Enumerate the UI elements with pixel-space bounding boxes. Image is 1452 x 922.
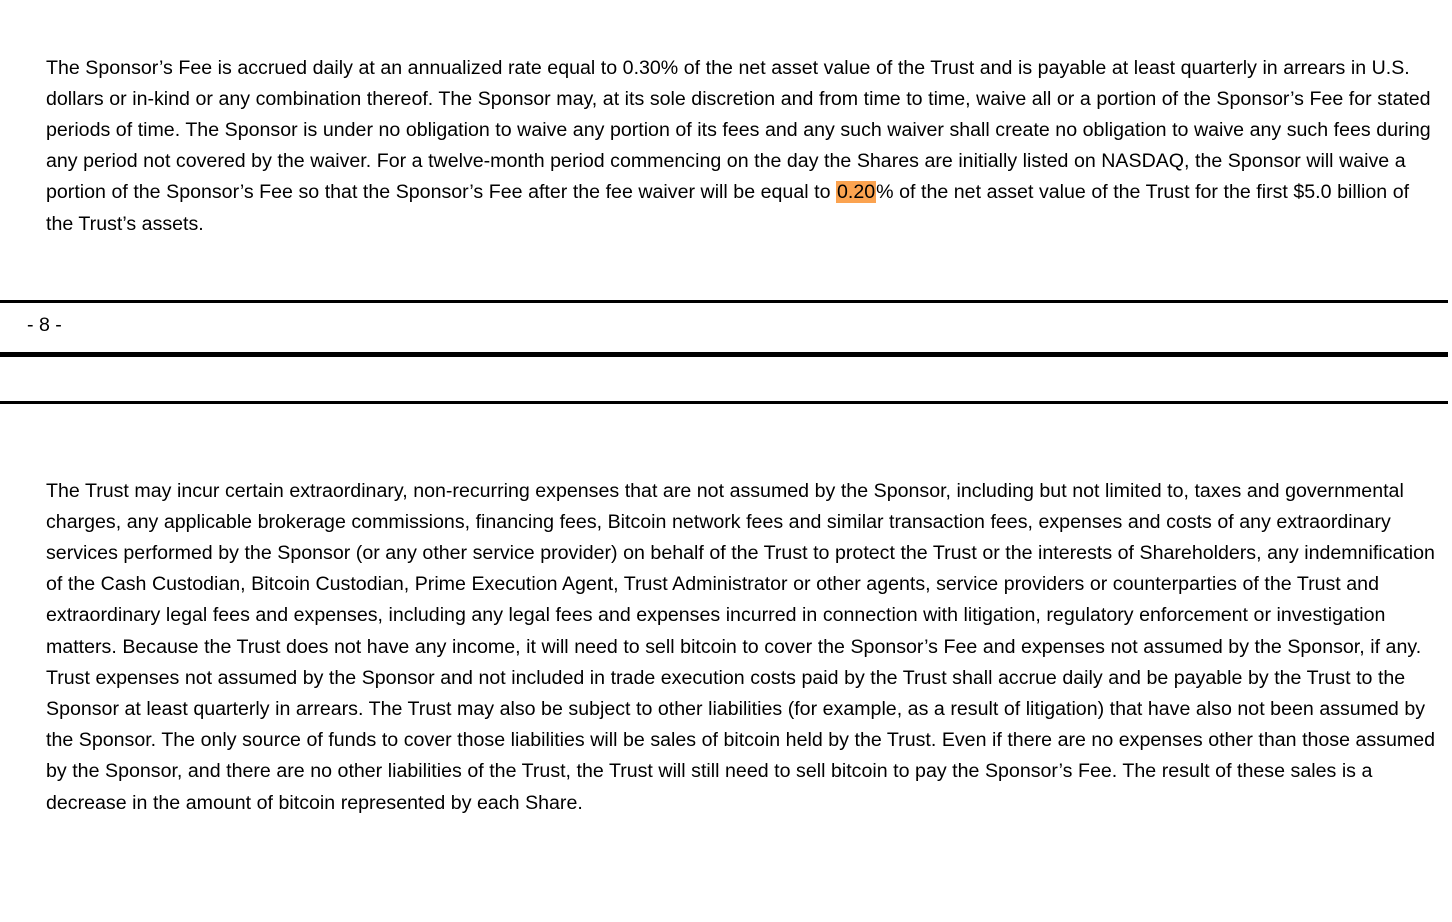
page-footer-top-rule [0, 300, 1448, 303]
page-number: - 8 - [27, 314, 62, 336]
sponsor-fee-text-before-highlight: The Sponsor’s Fee is accrued daily at an annualized rate equal to 0.30% of the net asset value of the Trust and is payable at least quarterly in arrears in U.S. dollars or in-kind or any combination thereof. The Sponsor may, at its sole discretion and from time to time, waive all or a portion of the Sponsor’s Fee for stated periods of time. The Sponsor is under no obligation to waive any portion of its fees and any such waiver shall create no obligation to waive any such fees during any period not covered by the waiver. For a twelve-month period commencing on the day the Shares are initially listed on NASDAQ, the Sponsor will waive a portion of the Sponsor’s Fee so that the Sponsor’s Fee after the fee waiver will be equal to [46, 56, 1431, 204]
highlighted-fee-value[interactable]: 0.20 [837, 181, 876, 204]
page-end-thick-rule [0, 352, 1448, 357]
sponsor-fee-text-after-highlight: % of the net asset value of the Trust for the first $5.0 billion of the Trust’s assets. [46, 181, 1410, 235]
paragraph-extraordinary-expenses: The Trust may incur certain extraordinary, non-recurring expenses that are not assumed by the Sponsor, including but not limited to, taxes and governmental charges, any applicable brokerage commissions, financing fees, Bitcoin network fees and similar transaction fees, expenses and costs of any extraordinary services performed by the Sponsor (or any other service provider) on behalf of the Trust to protect the Trust or the interests of Shareholders, any indemnification of the Cash Custodian, Bitcoin Custodian, Prime Execution Agent, Trust Administrator or other agents, service providers or counterparties of the Trust and extraordinary legal fees and expenses, including any legal fees and expenses incurred in connection with litigation, regulatory enforcement or investigation matters. Because the Trust does not have any income, it will need to sell bitcoin to cover the Sponsor’s Fee and expenses not assumed by the Sponsor, if any. Trust expenses not assumed by the Sponsor and not included in trade execution costs paid by the Trust shall accrue daily and be payable by the Trust to the Sponsor at least quarterly in arrears. The Trust may also be subject to other liabilities (for example, as a result of litigation) that have also not been assumed by the Sponsor. The only source of funds to cover those liabilities will be sales of bitcoin held by the Trust. Even if there are no expenses other than those assumed by the Sponsor, and there are no other liabilities of the Trust, the Trust will still need to sell bitcoin to pay the Sponsor’s Fee. The result of these sales is a decrease in the amount of bitcoin represented by each Share. [46, 479, 1436, 814]
paragraph-sponsor-fee [46, 53, 1438, 240]
next-page-header-rule [0, 401, 1448, 404]
